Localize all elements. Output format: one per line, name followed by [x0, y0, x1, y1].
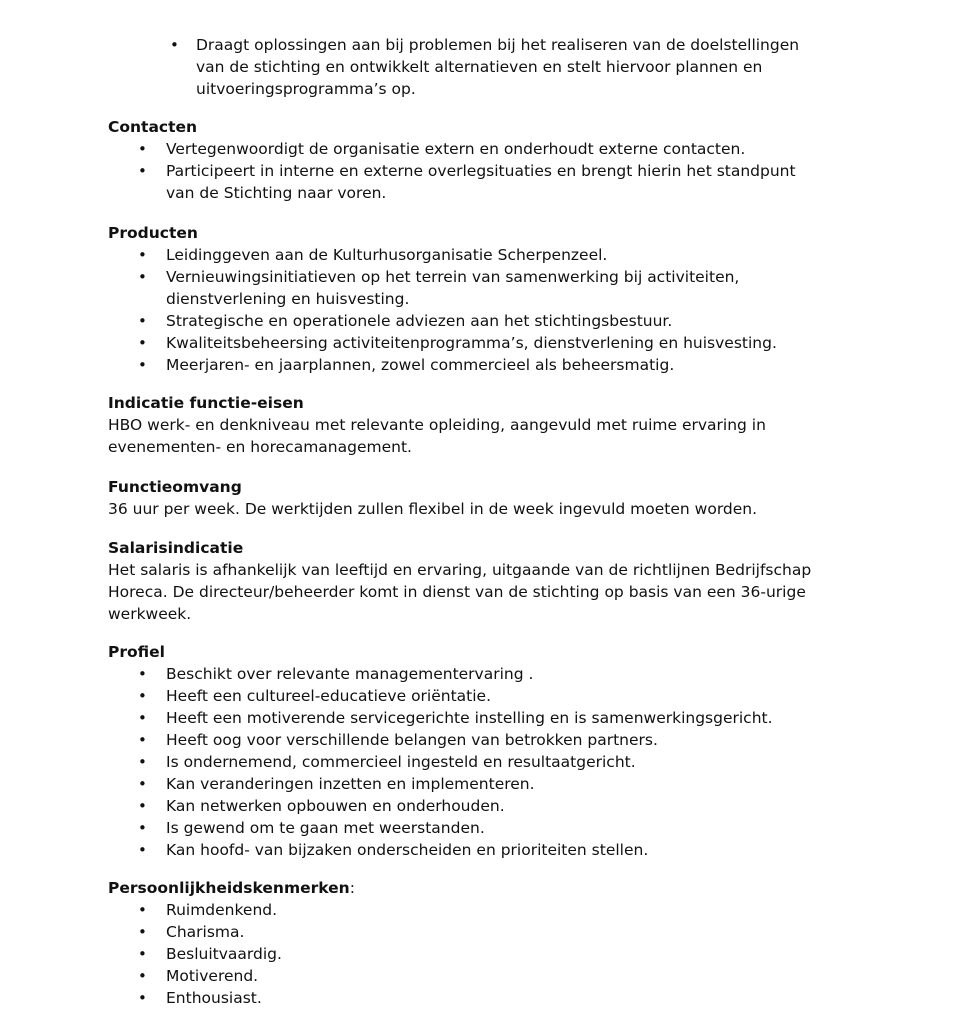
- list-item: • Vertegenwoordigt de organisatie extern en onderhoudt externe contacten.: [108, 138, 828, 160]
- heading-text: Persoonlijkheidskenmerken: [108, 879, 350, 897]
- list-item: • Motiverend.: [108, 965, 828, 987]
- contacten-list: [108, 138, 828, 204]
- list-item: • Is ondernemend, commercieel ingesteld en resultaatgericht.: [108, 751, 828, 773]
- list-item: • Kwaliteitsbeheersing activiteitenprogramma’s, dienstverlening en huisvesting.: [108, 332, 828, 354]
- section-heading-persoonlijkheid: [108, 877, 828, 899]
- list-item: • Beschikt over relevante managementervaring .: [108, 663, 828, 685]
- intro-list: [108, 34, 828, 100]
- list-item: • Heeft een motiverende servicegerichte instelling en is samenwerkingsgericht.: [108, 707, 828, 729]
- list-item: • Enthousiast.: [108, 987, 828, 1009]
- list-item: • Participeert in interne en externe overlegsituaties en brengt hierin het standpunt van de Stichting naar voren.: [108, 160, 828, 204]
- list-item: • Heeft een cultureel-educatieve oriëntatie.: [108, 685, 828, 707]
- section-heading-producten: Producten: [108, 224, 198, 242]
- salarisindicatie-text: Het salaris is afhankelijk van leeftijd en ervaring, uitgaande van de richtlijnen Bedrijfschap Horeca. De directeur/beheerder komt in dienst van de stichting op basis van een 36-urige werkweek.: [108, 561, 812, 623]
- list-item: • Draagt oplossingen aan bij problemen bij het realiseren van de doelstellingen van de stichting en ontwikkelt alternatieven en stelt hiervoor plannen en uitvoeringsprogramma’s op.: [108, 34, 828, 100]
- section-heading-salarisindicatie: Salarisindicatie: [108, 539, 244, 557]
- producten-section: [108, 222, 828, 376]
- list-item: • Kan veranderingen inzetten en implementeren.: [108, 773, 828, 795]
- list-item: • Besluitvaardig.: [108, 943, 828, 965]
- section-heading-profiel: Profiel: [108, 643, 165, 661]
- section-heading-functie-eisen: Indicatie functie-eisen: [108, 394, 304, 412]
- list-item: • Kan hoofd- van bijzaken onderscheiden en prioriteiten stellen.: [108, 839, 828, 861]
- functieomvang-section: [108, 476, 828, 520]
- list-item: • Meerjaren- en jaarplannen, zowel commercieel als beheersmatig.: [108, 354, 828, 376]
- list-item: • Charisma.: [108, 921, 828, 943]
- list-item: • Kan netwerken opbouwen en onderhouden.: [108, 795, 828, 817]
- producten-list: [108, 244, 828, 376]
- list-item: • Is gewend om te gaan met weerstanden.: [108, 817, 828, 839]
- salarisindicatie-section: [108, 537, 828, 625]
- list-item: • Vernieuwingsinitiatieven op het terrein van samenwerking bij activiteiten, dienstverlening en huisvesting.: [108, 266, 828, 310]
- section-heading-contacten: Contacten: [108, 118, 198, 136]
- functie-eisen-text: HBO werk- en denkniveau met relevante opleiding, aangevuld met ruime ervaring in evenementen- en horecamanagement.: [108, 416, 766, 456]
- heading-suffix: :: [349, 879, 355, 897]
- intro-section: [108, 34, 828, 100]
- section-heading-functieomvang: Functieomvang: [108, 478, 242, 496]
- contacten-section: [108, 116, 828, 204]
- list-item: • Strategische en operationele adviezen aan het stichtingsbestuur.: [108, 310, 828, 332]
- functie-eisen-section: [108, 392, 828, 458]
- functieomvang-text: 36 uur per week. De werktijden zullen flexibel in de week ingevuld moeten worden.: [108, 500, 758, 518]
- profiel-section: [108, 641, 828, 861]
- list-item: • Leidinggeven aan de Kulturhusorganisatie Scherpenzeel.: [108, 244, 828, 266]
- persoonlijkheid-section: [108, 877, 828, 1009]
- list-item: • Heeft oog voor verschillende belangen van betrokken partners.: [108, 729, 828, 751]
- list-item: • Ruimdenkend.: [108, 899, 828, 921]
- persoonlijkheid-list: [108, 899, 828, 1009]
- profiel-list: [108, 663, 828, 861]
